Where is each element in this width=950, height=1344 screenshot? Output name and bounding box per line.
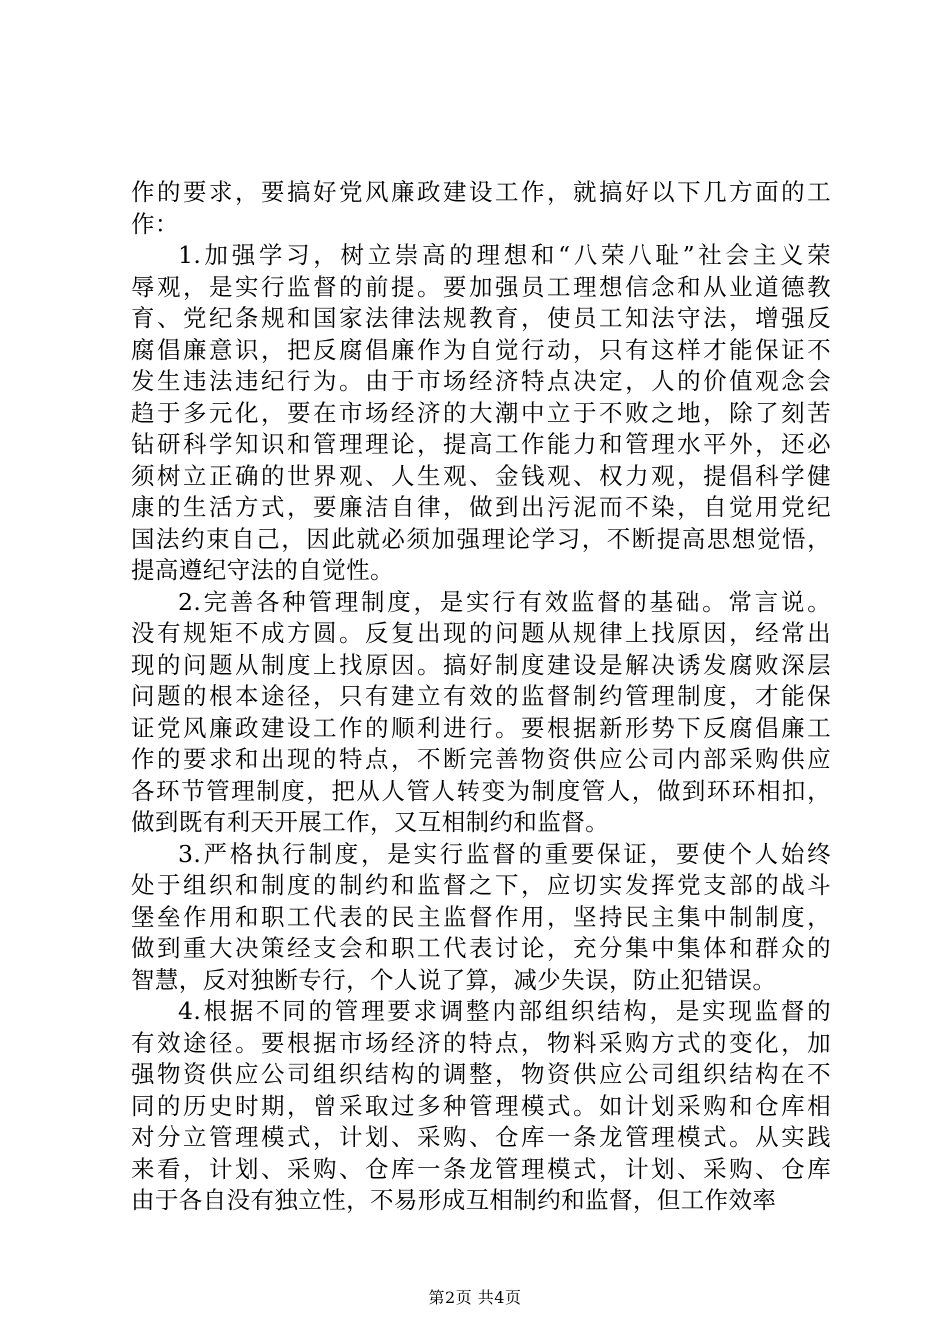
- text-line: 提高遵纪守法的自觉性。: [131, 556, 394, 584]
- text-line: 4.根据不同的管理要求调整内部组织结构，是实现监督的: [178, 997, 831, 1025]
- paragraph: [131, 587, 831, 839]
- text-line: 由于各自没有独立性，不易形成互相制约和监督，但工作效率: [131, 1186, 777, 1214]
- text-line: 问题的根本途径，只有建立有效的监督制约管理制度，才能保: [131, 682, 831, 710]
- document-body: [131, 177, 831, 1217]
- text-line: 2.完善各种管理制度，是实行有效监督的基础。常言说。: [178, 587, 831, 616]
- paragraph: [131, 996, 831, 1217]
- text-line: 作：: [131, 209, 179, 238]
- text-line: 现的问题从制度上找原因。搞好制度建设是解决诱发腐败深层: [131, 650, 831, 679]
- text-line: 同的历史时期，曾采取过多种管理模式。如计划采购和仓库相: [131, 1091, 831, 1120]
- text-line: 有效途径。要根据市场经济的特点，物料采购方式的变化，加: [131, 1028, 831, 1057]
- paragraph: [131, 240, 831, 587]
- text-line: 1.加强学习，树立崇高的理想和“八荣八耻”社会主义荣: [178, 241, 831, 269]
- text-line: 没有规矩不成方圆。反复出现的问题从规律上找原因，经常出: [131, 619, 831, 647]
- text-line: 对分立管理模式，计划、采购、仓库一条龙管理模式。从实践: [131, 1123, 831, 1151]
- text-line: 智慧，反对独断专行，个人说了算，减少失误，防止犯错误。: [131, 965, 777, 994]
- text-line: 育、党纪条规和国家法律法规教育，使员工知法守法，增强反: [131, 304, 831, 332]
- text-line: 腐倡廉意识，把反腐倡廉作为自觉行动，只有这样才能保证不: [131, 335, 831, 364]
- text-line: 康的生活方式，要廉洁自律，做到出污泥而不染，自觉用党纪: [131, 493, 831, 521]
- text-line: 证党风廉政建设工作的顺利进行。要根据新形势下反腐倡廉工: [131, 713, 831, 742]
- text-line: 做到重大决策经支会和职工代表讨论，充分集中集体和群众的: [131, 934, 831, 962]
- text-line: 作的要求，要搞好党风廉政建设工作，就搞好以下几方面的工: [131, 178, 831, 206]
- text-line: 处于组织和制度的制约和监督之下，应切实发挥党支部的战斗: [131, 871, 831, 899]
- page-footer: 第2页 共4页: [428, 1288, 522, 1307]
- text-line: 来看，计划、采购、仓库一条龙管理模式，计划、采购、仓库: [131, 1154, 831, 1183]
- text-line: 钻研科学知识和管理理论，提高工作能力和管理水平外，还必: [131, 430, 831, 458]
- paragraph: [131, 177, 831, 240]
- text-line: 国法约束自己，因此就必须加强理论学习，不断提高思想觉悟，: [131, 524, 831, 553]
- text-line: 做到既有利天开展工作，又互相制约和监督。: [131, 808, 609, 836]
- text-line: 强物资供应公司组织结构的调整，物资供应公司组织结构在不: [131, 1060, 831, 1088]
- text-line: 趋于多元化，要在市场经济的大潮中立于不败之地，除了刻苦: [131, 398, 831, 427]
- text-line: 3.严格执行制度，是实行监督的重要保证，要使个人始终: [178, 839, 831, 868]
- text-line: 发生违法违纪行为。由于市场经济特点决定，人的价值观念会: [131, 367, 831, 395]
- text-line: 各环节管理制度，把从人管人转变为制度管人，做到环环相扣，: [131, 776, 831, 805]
- text-line: 堡垒作用和职工代表的民主监督作用，坚持民主集中制制度，: [131, 902, 831, 931]
- text-line: 须树立正确的世界观、人生观、金钱观、权力观，提倡科学健: [131, 461, 831, 490]
- text-line: 作的要求和出现的特点，不断完善物资供应公司内部采购供应: [131, 745, 831, 773]
- text-line: 辱观，是实行监督的前提。要加强员工理想信念和从业道德教: [131, 272, 831, 301]
- paragraph: [131, 839, 831, 997]
